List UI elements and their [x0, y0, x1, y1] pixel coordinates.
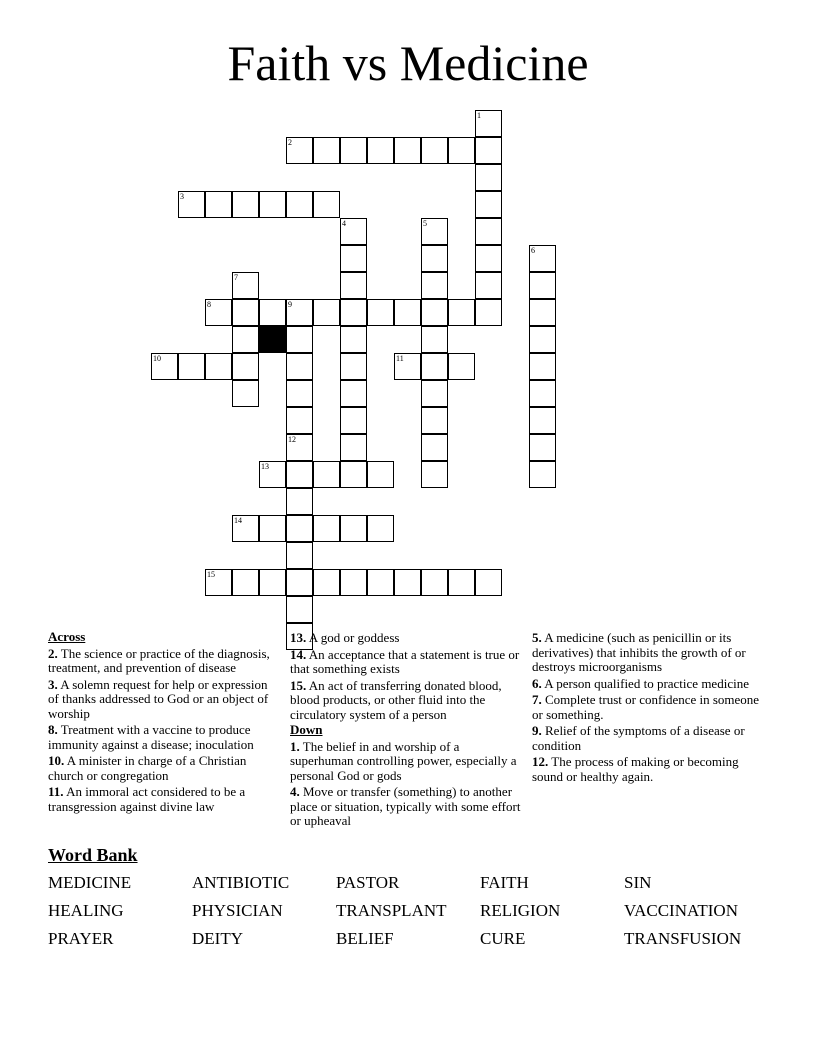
- word-bank-item: BELIEF: [336, 929, 394, 948]
- grid-block: [259, 326, 286, 353]
- grid-cell[interactable]: [340, 407, 367, 434]
- grid-cell[interactable]: [475, 164, 502, 191]
- clue-number: 8.: [48, 722, 58, 737]
- clue-number: 11.: [48, 784, 64, 799]
- cell-number: 1: [477, 111, 481, 120]
- clue-number: 15.: [290, 677, 307, 693]
- clue-down-5: [532, 631, 768, 675]
- word-bank-item: FAITH: [480, 873, 529, 892]
- grid-cell[interactable]: [421, 353, 448, 380]
- grid-cell[interactable]: [286, 353, 313, 380]
- clue-number: 5.: [532, 630, 542, 645]
- grid-cell[interactable]: [232, 569, 259, 596]
- cell-number: 9: [288, 300, 292, 309]
- grid-cell[interactable]: [340, 272, 367, 299]
- cell-number: 10: [153, 354, 161, 363]
- grid-cell[interactable]: [448, 137, 475, 164]
- cell-number: 13: [261, 462, 269, 471]
- grid-cell[interactable]: [286, 461, 313, 488]
- grid-cell[interactable]: [286, 488, 313, 515]
- clue-number: 3.: [48, 676, 58, 692]
- grid-cell[interactable]: [232, 380, 259, 407]
- grid-cell[interactable]: [286, 542, 313, 569]
- grid-cell[interactable]: [232, 353, 259, 380]
- across-heading: Across: [48, 629, 86, 644]
- grid-cell[interactable]: [340, 137, 367, 164]
- grid-cell[interactable]: [421, 137, 448, 164]
- clues-column-3: [532, 629, 768, 785]
- grid-cell[interactable]: [421, 380, 448, 407]
- cell-number: 5: [423, 219, 427, 228]
- grid-cell[interactable]: [367, 569, 394, 596]
- grid-cell[interactable]: [529, 353, 556, 380]
- grid-cell[interactable]: [340, 353, 367, 380]
- cell-number: 3: [180, 192, 184, 201]
- cell-number: 14: [234, 516, 242, 525]
- clue-text: An acceptance that a statement is true or that something exists: [290, 646, 520, 676]
- clue-across-2: [48, 647, 280, 676]
- grid-cell[interactable]: [286, 596, 313, 623]
- word-bank-item: DEITY: [192, 929, 243, 948]
- word-bank-item: TRANSFUSION: [624, 929, 742, 948]
- cell-number: 12: [288, 435, 296, 444]
- grid-cell[interactable]: [367, 515, 394, 542]
- grid-cell[interactable]: [205, 191, 232, 218]
- clue-down-9: [532, 724, 768, 753]
- clue-across-14: [290, 648, 524, 677]
- clue-text: A solemn request for help or expression of thanks addressed to God or an object of worship: [48, 676, 269, 721]
- page-title: Faith vs Medicine: [227, 35, 589, 91]
- clue-text: Complete trust or confidence in someone or something.: [532, 692, 760, 722]
- clue-text: A minister in charge of a Christian church or congregation: [48, 753, 247, 783]
- grid-cell[interactable]: [178, 353, 205, 380]
- grid-cell[interactable]: [286, 191, 313, 218]
- word-bank-heading: Word Bank: [48, 845, 138, 865]
- cell-number: 6: [531, 246, 535, 255]
- grid-cell[interactable]: [475, 245, 502, 272]
- grid-cell[interactable]: [313, 569, 340, 596]
- grid-cell[interactable]: [367, 461, 394, 488]
- grid-cell[interactable]: [313, 515, 340, 542]
- grid-cell[interactable]: [340, 461, 367, 488]
- grid-cell[interactable]: [286, 380, 313, 407]
- grid-cell[interactable]: [286, 515, 313, 542]
- grid-cell[interactable]: [421, 407, 448, 434]
- grid-cell[interactable]: [205, 353, 232, 380]
- cell-number: 7: [234, 273, 238, 282]
- grid-cell[interactable]: [421, 434, 448, 461]
- word-bank-item: SIN: [624, 873, 652, 892]
- grid-cell[interactable]: [475, 218, 502, 245]
- word-bank-item: PASTOR: [336, 873, 400, 892]
- grid-cell[interactable]: [286, 326, 313, 353]
- cell-number: 4: [342, 219, 346, 228]
- grid-cell[interactable]: [340, 515, 367, 542]
- clue-text: The belief in and worship of a superhuman controlling power, especially a personal God or gods: [290, 738, 517, 783]
- clues-column-2: [290, 629, 524, 830]
- grid-cell[interactable]: [313, 461, 340, 488]
- grid-cell[interactable]: [340, 434, 367, 461]
- grid-cell[interactable]: [394, 299, 421, 326]
- grid-cell[interactable]: [286, 569, 313, 596]
- clue-down-6: [532, 677, 768, 692]
- grid-cell[interactable]: [448, 569, 475, 596]
- cell-number: 15: [207, 570, 215, 579]
- grid-cell[interactable]: [421, 461, 448, 488]
- grid-cell[interactable]: [421, 569, 448, 596]
- down-heading: Down: [290, 722, 323, 737]
- clue-across-3: [48, 678, 280, 722]
- grid-cell[interactable]: [259, 299, 286, 326]
- grid-cell[interactable]: [232, 191, 259, 218]
- clue-number: 13.: [290, 630, 307, 645]
- grid-cell[interactable]: [421, 245, 448, 272]
- grid-cell[interactable]: [529, 326, 556, 353]
- grid-cell[interactable]: [421, 299, 448, 326]
- grid-cell[interactable]: [232, 299, 259, 326]
- word-bank-item: ANTIBIOTIC: [192, 873, 290, 892]
- clue-text: Treatment with a vaccine to produce immunity against a disease; inoculation: [48, 722, 254, 752]
- word-bank-item: PRAYER: [48, 929, 114, 948]
- grid-cell[interactable]: [232, 326, 259, 353]
- grid-cell[interactable]: [529, 299, 556, 326]
- grid-cell[interactable]: [448, 299, 475, 326]
- clue-number: 4.: [290, 784, 300, 799]
- clue-number: 12.: [532, 754, 549, 769]
- clue-down-12: [532, 755, 768, 784]
- grid-cell[interactable]: [529, 407, 556, 434]
- clue-number: 9.: [532, 723, 542, 738]
- word-bank-item: MEDICINE: [48, 873, 132, 892]
- grid-cell[interactable]: [475, 191, 502, 218]
- grid-cell[interactable]: [475, 299, 502, 326]
- word-bank-item: CURE: [480, 929, 526, 948]
- grid-cell[interactable]: [313, 137, 340, 164]
- grid-cell[interactable]: [529, 380, 556, 407]
- clue-number: 10.: [48, 753, 65, 768]
- word-bank-item: TRANSPLANT: [336, 901, 447, 920]
- grid-cell[interactable]: [529, 272, 556, 299]
- grid-cell[interactable]: [367, 137, 394, 164]
- clue-down-1: [290, 740, 524, 784]
- grid-cell[interactable]: [394, 137, 421, 164]
- cell-number: 11: [396, 354, 404, 363]
- grid-cell[interactable]: [394, 569, 421, 596]
- word-bank-item: PHYSICIAN: [192, 901, 283, 920]
- grid-cell[interactable]: [286, 407, 313, 434]
- grid-cell[interactable]: [259, 191, 286, 218]
- clue-across-15: [290, 679, 524, 723]
- word-bank-item: HEALING: [48, 901, 124, 920]
- grid-cell[interactable]: [421, 272, 448, 299]
- word-bank-item: RELIGION: [480, 901, 561, 920]
- grid-cell[interactable]: [340, 326, 367, 353]
- clue-down-7: [532, 693, 768, 722]
- clue-text: An immoral act considered to be a transgression against divine law: [48, 784, 246, 814]
- clue-text: An act of transferring donated blood, blood products, or other fluid into the circulatory system of a person: [290, 677, 502, 722]
- clue-text: A god or goddess: [308, 630, 400, 645]
- grid-cell[interactable]: [448, 353, 475, 380]
- clue-across-8: [48, 723, 280, 752]
- cell-number: 2: [288, 138, 292, 147]
- cell-number: 8: [207, 300, 211, 309]
- clue-number: 6.: [532, 675, 542, 691]
- clue-down-4: [290, 785, 524, 829]
- grid-cell[interactable]: [475, 137, 502, 164]
- grid-cell[interactable]: [340, 569, 367, 596]
- grid-cell[interactable]: [529, 434, 556, 461]
- grid-cell[interactable]: [313, 299, 340, 326]
- grid-cell[interactable]: [340, 299, 367, 326]
- word-bank-item: VACCINATION: [624, 901, 738, 920]
- clue-number: 7.: [532, 692, 542, 707]
- clue-text: A medicine (such as penicillin or its derivatives) that inhibits the growth of or destroys microorganisms: [532, 630, 746, 674]
- grid-cell[interactable]: [475, 272, 502, 299]
- clue-number: 14.: [290, 646, 307, 662]
- grid-cell[interactable]: [259, 515, 286, 542]
- clue-text: A person qualified to practice medicine: [544, 675, 749, 691]
- grid-cell[interactable]: [421, 326, 448, 353]
- clues-column-1: [48, 629, 280, 815]
- grid-cell[interactable]: [313, 191, 340, 218]
- clue-across-13: [290, 631, 524, 646]
- clue-across-10: [48, 754, 280, 783]
- clue-text: The process of making or becoming sound or healthy again.: [532, 754, 739, 784]
- clue-number: 2.: [48, 645, 58, 661]
- clue-across-11: [48, 785, 280, 814]
- grid-cell[interactable]: [367, 299, 394, 326]
- grid-cell[interactable]: [259, 569, 286, 596]
- clue-text: Relief of the symptoms of a disease or condition: [532, 723, 745, 753]
- grid-cell[interactable]: [529, 461, 556, 488]
- clue-text: The science or practice of the diagnosis, treatment, and prevention of disease: [48, 645, 270, 675]
- clue-text: Move or transfer (something) to another place or situation, typically with some effort or upheaval: [290, 784, 521, 828]
- grid-cell[interactable]: [475, 569, 502, 596]
- grid-cell[interactable]: [340, 245, 367, 272]
- clue-number: 1.: [290, 738, 300, 754]
- grid-cell[interactable]: [340, 380, 367, 407]
